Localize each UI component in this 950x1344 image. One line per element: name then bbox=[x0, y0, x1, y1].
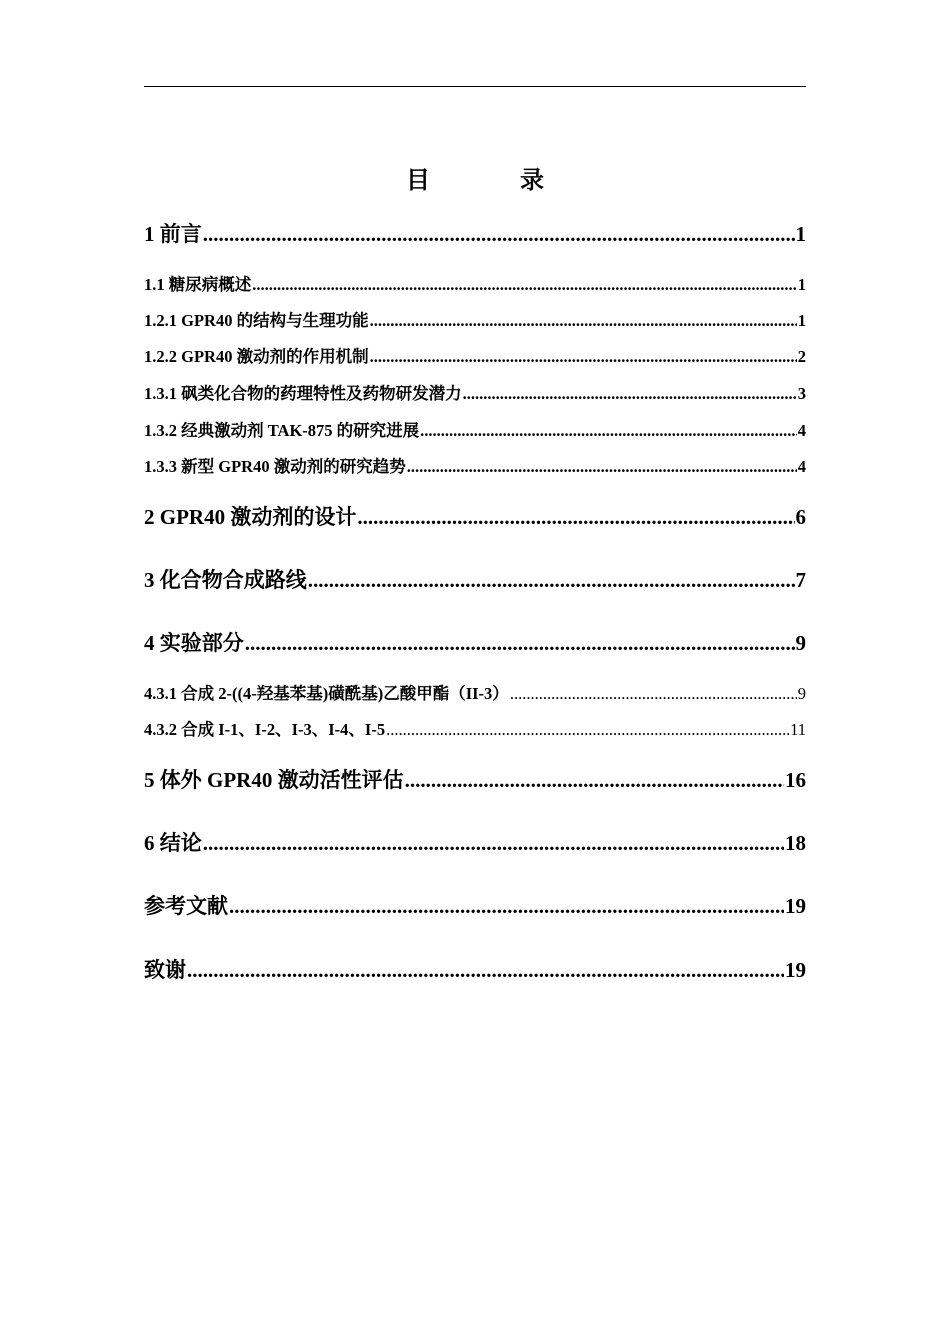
toc-entry-synthesis-route[interactable] bbox=[144, 565, 806, 595]
toc-entry-1-3-2[interactable] bbox=[144, 419, 806, 443]
toc-entry-label: 4 实验部分 bbox=[144, 631, 244, 655]
toc-entry-1-2-1[interactable] bbox=[144, 309, 806, 333]
dot-leader bbox=[510, 682, 797, 706]
toc-entry-label: 2 GPR40 激动剂的设计 bbox=[144, 505, 357, 529]
toc-title: 目录 bbox=[406, 166, 634, 194]
toc-entry-label: 1.1 糖尿病概述 bbox=[144, 275, 252, 294]
dot-leader bbox=[405, 765, 784, 795]
toc-entry-label: 5 体外 GPR40 激动活性评估 bbox=[144, 768, 404, 792]
dot-leader bbox=[229, 891, 784, 921]
toc-page-number: 3 bbox=[797, 384, 806, 403]
toc-page-number: 9 bbox=[795, 631, 806, 655]
dot-leader bbox=[407, 455, 797, 479]
dot-leader bbox=[386, 718, 789, 742]
toc-entry-4-3-1[interactable] bbox=[144, 682, 806, 706]
toc-entry-acknowledgements[interactable] bbox=[144, 955, 806, 985]
toc-entry-label: 致谢 bbox=[144, 958, 186, 982]
dot-leader bbox=[370, 309, 797, 333]
toc-entry-label: 3 化合物合成路线 bbox=[144, 568, 307, 592]
dot-leader bbox=[420, 419, 797, 443]
toc-page-number: 1 bbox=[797, 311, 806, 330]
toc-entry-references[interactable] bbox=[144, 891, 806, 921]
toc-entry-1-3-1[interactable] bbox=[144, 382, 806, 406]
header-rule bbox=[144, 86, 806, 87]
toc-entry-activity-evaluation[interactable] bbox=[144, 765, 806, 795]
toc-page-number: 1 bbox=[797, 275, 806, 294]
toc-entry-label: 4.3.2 合成 I-1、I-2、I-3、I-4、I-5 bbox=[144, 720, 386, 739]
toc-page-number: 11 bbox=[790, 720, 806, 739]
toc-page-number: 18 bbox=[785, 831, 806, 855]
toc-entry-label: 1 前言 bbox=[144, 222, 202, 246]
dot-leader bbox=[187, 955, 784, 985]
toc-entry-4-3-2[interactable] bbox=[144, 718, 806, 742]
toc-entry-1-3-3[interactable] bbox=[144, 455, 806, 479]
dot-leader bbox=[245, 628, 795, 658]
toc-page-number: 9 bbox=[797, 684, 806, 703]
toc-page-number: 7 bbox=[795, 568, 806, 592]
dot-leader bbox=[370, 345, 797, 369]
toc-entry-1-2-2[interactable] bbox=[144, 345, 806, 369]
toc-entry-preface[interactable] bbox=[144, 219, 806, 249]
dot-leader bbox=[203, 828, 784, 858]
toc-page-number: 6 bbox=[795, 505, 806, 529]
toc-entry-1-1[interactable] bbox=[144, 273, 806, 297]
toc-page-number: 4 bbox=[797, 421, 806, 440]
dot-leader bbox=[203, 219, 795, 249]
toc-page-number: 1 bbox=[795, 222, 806, 246]
toc-page-number: 19 bbox=[785, 894, 806, 918]
toc-entry-label: 1.2.1 GPR40 的结构与生理功能 bbox=[144, 311, 369, 330]
dot-leader bbox=[252, 273, 797, 297]
toc-entry-label: 1.3.3 新型 GPR40 激动剂的研究趋势 bbox=[144, 457, 406, 476]
toc-entry-label: 1.3.1 砜类化合物的药理特性及药物研发潜力 bbox=[144, 384, 462, 403]
toc-entry-conclusion[interactable] bbox=[144, 828, 806, 858]
toc-page-number: 19 bbox=[785, 958, 806, 982]
toc-entry-label: 4.3.1 合成 2-((4-羟基苯基)磺酰基)乙酸甲酯（II-3） bbox=[144, 684, 509, 703]
toc-entry-label: 参考文献 bbox=[144, 894, 228, 918]
toc-page-number: 16 bbox=[785, 768, 806, 792]
toc-entry-label: 1.2.2 GPR40 激动剂的作用机制 bbox=[144, 347, 369, 366]
toc-page-number: 2 bbox=[797, 347, 806, 366]
toc-entry-label: 1.3.2 经典激动剂 TAK-875 的研究进展 bbox=[144, 421, 420, 440]
toc-entry-design[interactable] bbox=[144, 502, 806, 532]
toc-entry-experimental[interactable] bbox=[144, 628, 806, 658]
dot-leader bbox=[357, 502, 794, 532]
dot-leader bbox=[308, 565, 795, 595]
toc-page-number: 4 bbox=[797, 457, 806, 476]
dot-leader bbox=[463, 382, 797, 406]
toc-entry-label: 6 结论 bbox=[144, 831, 202, 855]
